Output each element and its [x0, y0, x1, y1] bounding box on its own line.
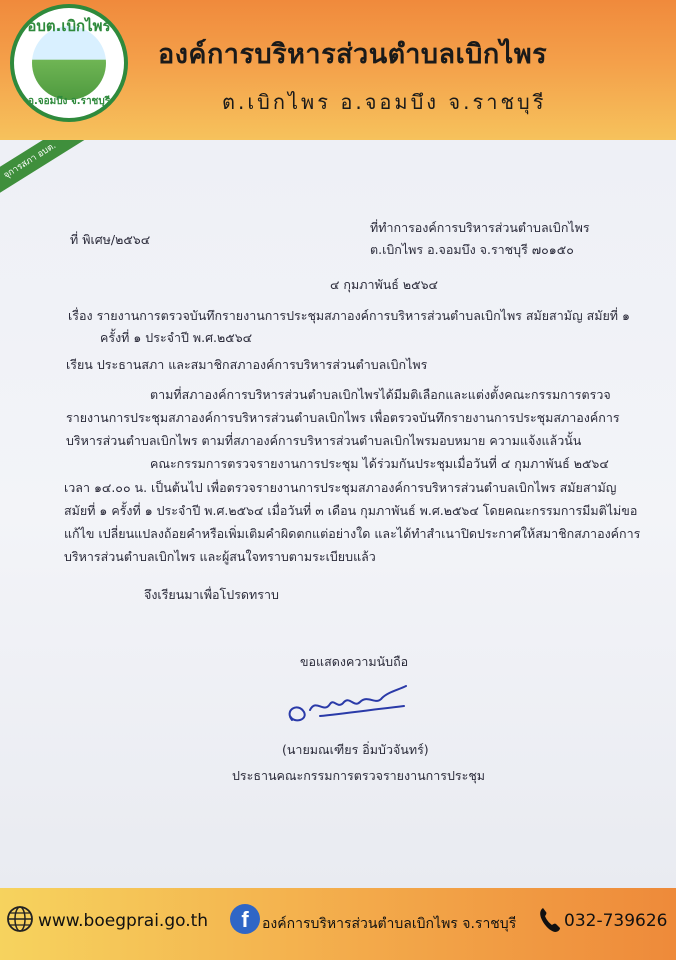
organization-logo	[10, 4, 128, 122]
document-date: ๔ กุมภาพันธ์ ๒๕๖๔	[330, 277, 438, 292]
subject-line1: เรื่อง รายงานการตรวจบันทึกรายงานการประชุมสภาองค์การบริหารส่วนตำบลเบิกไพร สมัยสามัญ สมัยที่ ๑	[68, 308, 630, 323]
globe-icon	[6, 905, 34, 933]
website-link[interactable]: www.boegprai.go.th	[38, 911, 209, 931]
header-banner	[0, 0, 676, 140]
office-address-line2: ต.เบิกไพร อ.จอมบึง จ.ราชบุรี ๗๐๑๕๐	[370, 242, 574, 257]
paragraph2-line2: เวลา ๑๔.๐๐ น. เป็นต้นไป เพื่อตรวจรายงานการประชุมสภาองค์การบริหารส่วนตำบลเบิกไพร สมัยสามัญ	[64, 480, 617, 495]
facebook-icon: f	[230, 904, 260, 934]
paragraph2-line3: สมัยที่ ๑ ครั้งที่ ๑ ประจำปี พ.ศ.๒๕๖๔ เมื่อวันที่ ๓ เดือน กุมภาพันธ์ พ.ศ.๒๕๖๔ โดยคณะกรรมการมีมติไม่ขอ	[64, 503, 638, 518]
reference-number: ที่ พิเศษ/๒๕๖๔	[70, 232, 151, 247]
corner-tab: จุการสภา อบต.	[0, 140, 87, 202]
paragraph1-line2: รายงานการประชุมสภาองค์การบริหารส่วนตำบลเบิกไพร เพื่อตรวจบันทึกรายงานการประชุมสภาองค์การ	[66, 410, 620, 425]
paragraph2-line5: บริหารส่วนตำบลเบิกไพร และผู้สนใจทราบตามระเบียบแล้ว	[64, 549, 376, 564]
phone-number[interactable]: 032-739626	[564, 911, 668, 931]
complimentary-close: ขอแสดงความนับถือ	[300, 654, 409, 669]
logo-top-text: อบต.เบิกไพร	[27, 17, 111, 35]
facebook-page-link[interactable]: องค์การบริหารส่วนตำบลเบิกไพร จ.ราชบุรี	[262, 916, 517, 932]
paragraph2-line4: แก้ไข เปลี่ยนแปลงถ้อยคำหรือเพิ่มเติมคำผิดตกแต่อย่างใด และได้ทำสำเนาปิดประกาศให้สมาชิกสภาองค์การ	[64, 526, 641, 541]
paragraph1-line3: บริหารส่วนตำบลเบิกไพร ตามที่สภาองค์การบริหารส่วนตำบลเบิกไพรมอบหมาย ความแจ้งแล้วนั้น	[66, 433, 582, 448]
handwritten-signature	[280, 680, 420, 734]
organization-title: องค์การบริหารส่วนตำบลเบิกไพร	[158, 39, 548, 70]
closing-request: จึงเรียนมาเพื่อโปรดทราบ	[144, 587, 279, 602]
office-address-line1: ที่ทำการองค์การบริหารส่วนตำบลเบิกไพร	[370, 220, 590, 235]
subject-line2: ครั้งที่ ๑ ประจำปี พ.ศ.๒๕๖๔	[100, 330, 253, 345]
organization-address: ต.เบิกไพร อ.จอมบึง จ.ราชบุรี	[222, 90, 547, 114]
signatory-position: ประธานคณะกรรมการตรวจรายงานการประชุม	[232, 768, 486, 783]
paragraph1-line1: ตามที่สภาองค์การบริหารส่วนตำบลเบิกไพรได้มีมติเลือกและแต่งตั้งคณะกรรมการตรวจ	[150, 387, 611, 402]
salutation: เรียน ประธานสภา และสมาชิกสภาองค์การบริหารส่วนตำบลเบิกไพร	[66, 357, 428, 372]
paragraph2-line1: คณะกรรมการตรวจรายงานการประชุม ได้ร่วมกันประชุมเมื่อวันที่ ๔ กุมภาพันธ์ ๒๕๖๔	[150, 456, 609, 471]
signatory-name: (นายมณเฑียร อิ่มบัวจันทร์)	[282, 742, 429, 757]
document-page	[0, 140, 676, 888]
phone-icon	[538, 906, 562, 934]
footer-bar	[0, 888, 676, 960]
logo-bottom-text: อ.จอมบึง จ.ราชบุรี	[27, 96, 111, 107]
